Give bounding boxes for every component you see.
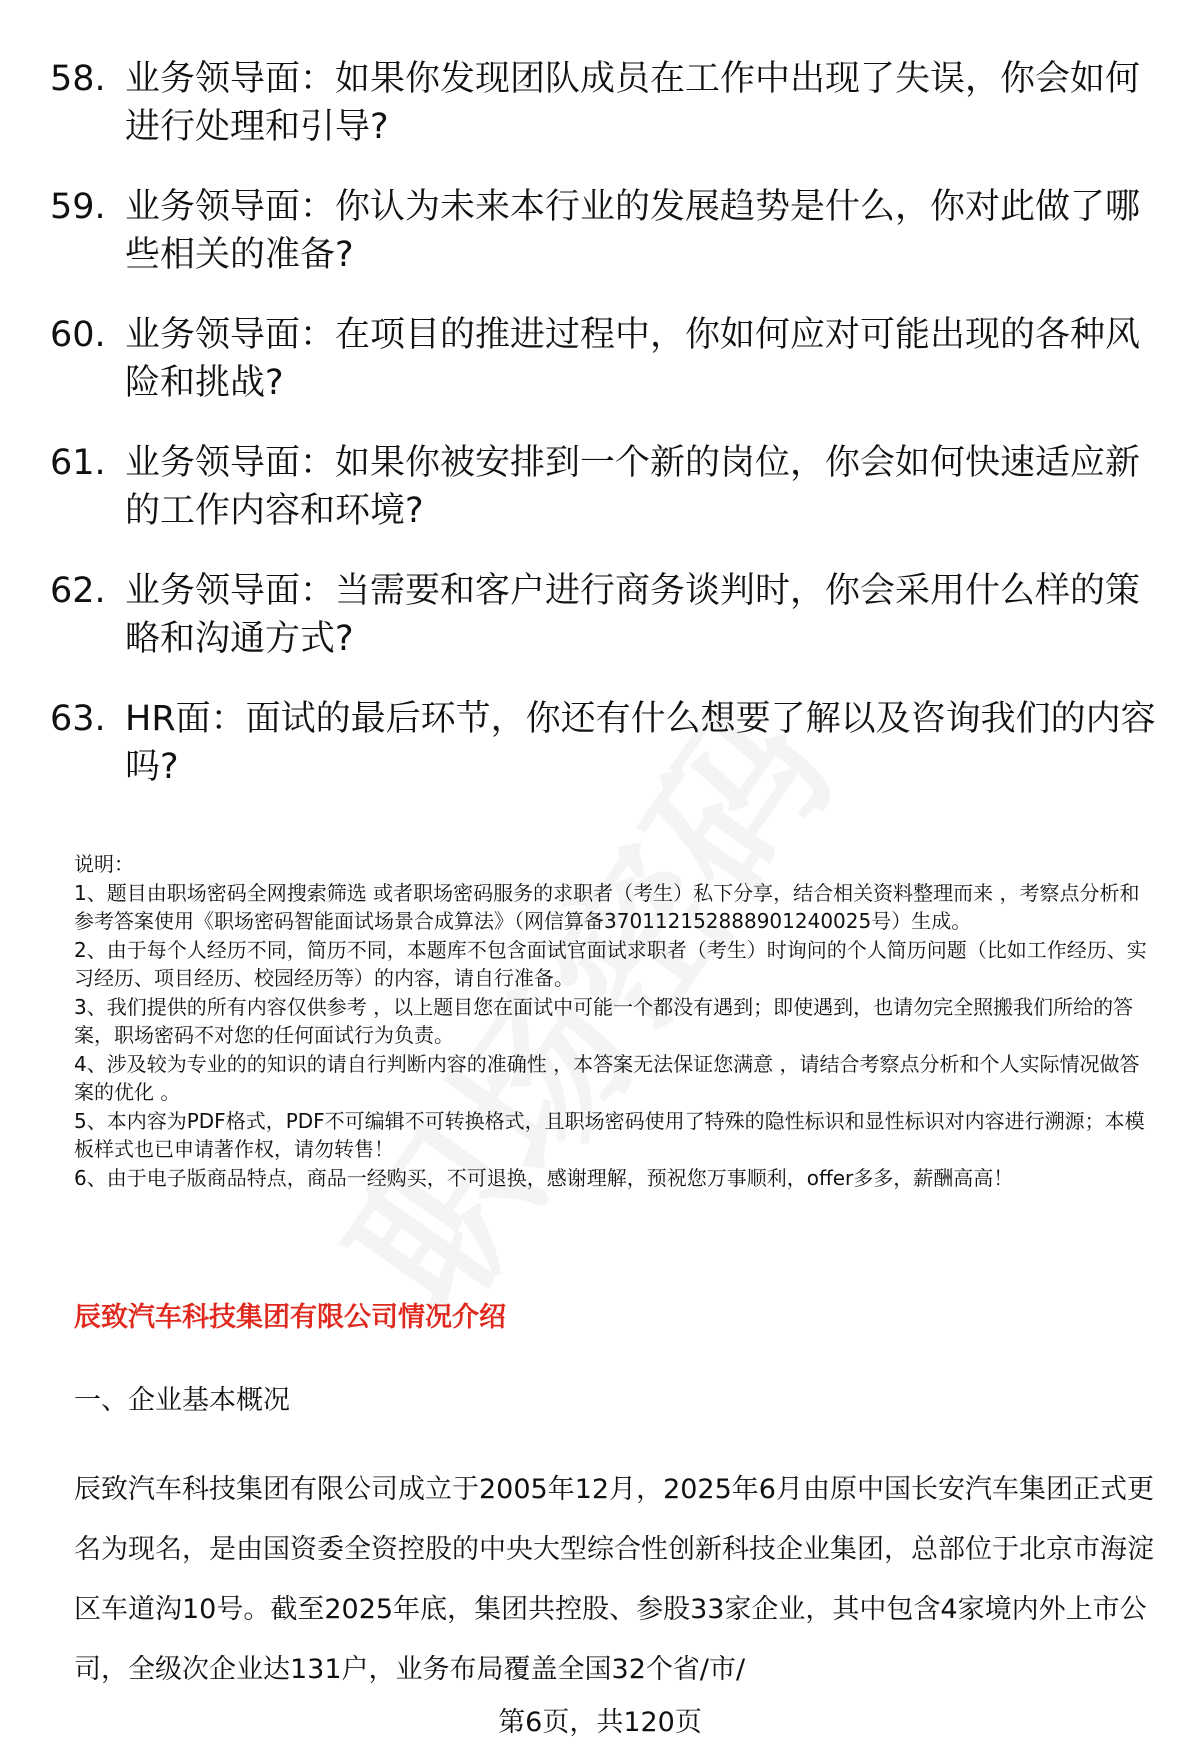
- question-number: 60.: [50, 315, 106, 355]
- question-text: 业务领导面：在项目的推进过程中，你如何应对可能出现的各种风险和挑战?: [125, 315, 1141, 403]
- company-description: 辰致汽车科技集团有限公司成立于2005年12月，2025年6月由原中国长安汽车集团正式更名为现名，是由国资委全资控股的中央大型综合性创新科技企业集团，总部位于北京市海淀区车道沟10号。截至2025年底，集团共控股、参股33家企业，其中包含4家境内外上市公司，全级次企业达131户，业务布局覆盖全国32个省/市/: [74, 1474, 1154, 1685]
- question-text: 业务领导面：你认为未来本行业的发展趋势是什么，你对此做了哪些相关的准备?: [125, 187, 1141, 275]
- question-item: [50, 55, 1160, 151]
- question-text: 业务领导面：如果你被安排到一个新的岗位，你会如何快速适应新的工作内容和环境?: [125, 443, 1141, 531]
- question-item: [50, 695, 1160, 791]
- question-text: 业务领导面：如果你发现团队成员在工作中出现了失误，你会如何进行处理和引导?: [125, 59, 1141, 147]
- question-text: HR面：面试的最后环节，你还有什么想要了解以及咨询我们的内容吗?: [125, 699, 1156, 787]
- question-item: [50, 567, 1160, 663]
- question-text: 业务领导面：当需要和客户进行商务谈判时，你会采用什么样的策略和沟通方式?: [125, 571, 1141, 659]
- section-heading: 一、企业基本概况: [74, 1385, 290, 1416]
- question-number: 62.: [50, 571, 106, 611]
- question-list: [50, 55, 1160, 823]
- question-item: [50, 311, 1160, 407]
- question-item: [50, 439, 1160, 535]
- note-item: 4、涉及较为专业的的知识的请自行判断内容的准确性 ，本答案无法保证您满意 ，请结合考察点分析和个人实际情况做答案的优化 。: [74, 1051, 1140, 1104]
- note-item: 1、题目由职场密码全网搜索筛选 或者职场密码服务的求职者（考生）私下分享，结合相关资料整理而来 ，考察点分析和参考答案使用《职场密码智能面试场景合成算法》（网信算备370112152888901240025号）生成。: [74, 880, 1140, 933]
- question-number: 61.: [50, 443, 106, 483]
- company-intro-title: 辰致汽车科技集团有限公司情况介绍: [74, 1302, 506, 1333]
- note-item: 6、由于电子版商品特点，商品一经购买，不可退换，感谢理解，预祝您万事顺利，offer多多，薪酬高高！: [74, 1165, 1014, 1190]
- page-footer: 第6页，共120页: [498, 1707, 702, 1738]
- question-number: 63.: [50, 699, 106, 739]
- notes-heading: 说明：: [74, 852, 134, 876]
- note-item: 2、由于每个人经历不同，简历不同，本题库不包含面试官面试求职者（考生）时询问的个人简历问题（比如工作经历、实习经历、项目经历、校园经历等）的内容，请自行准备。: [74, 937, 1147, 990]
- question-item: [50, 183, 1160, 279]
- notes-section: [74, 850, 1156, 1192]
- question-number: 59.: [50, 187, 106, 227]
- note-item: 3、我们提供的所有内容仅供参考 ，以上题目您在面试中可能一个都没有遇到；即使遇到，也请勿完全照搬我们所给的答案，职场密码不对您的任何面试行为负责。: [74, 994, 1134, 1047]
- note-item: 5、本内容为PDF格式，PDF不可编辑不可转换格式，且职场密码使用了特殊的隐性标识和显性标识对内容进行溯源；本模板样式也已申请著作权，请勿转售！: [74, 1108, 1145, 1161]
- question-number: 58.: [50, 59, 106, 99]
